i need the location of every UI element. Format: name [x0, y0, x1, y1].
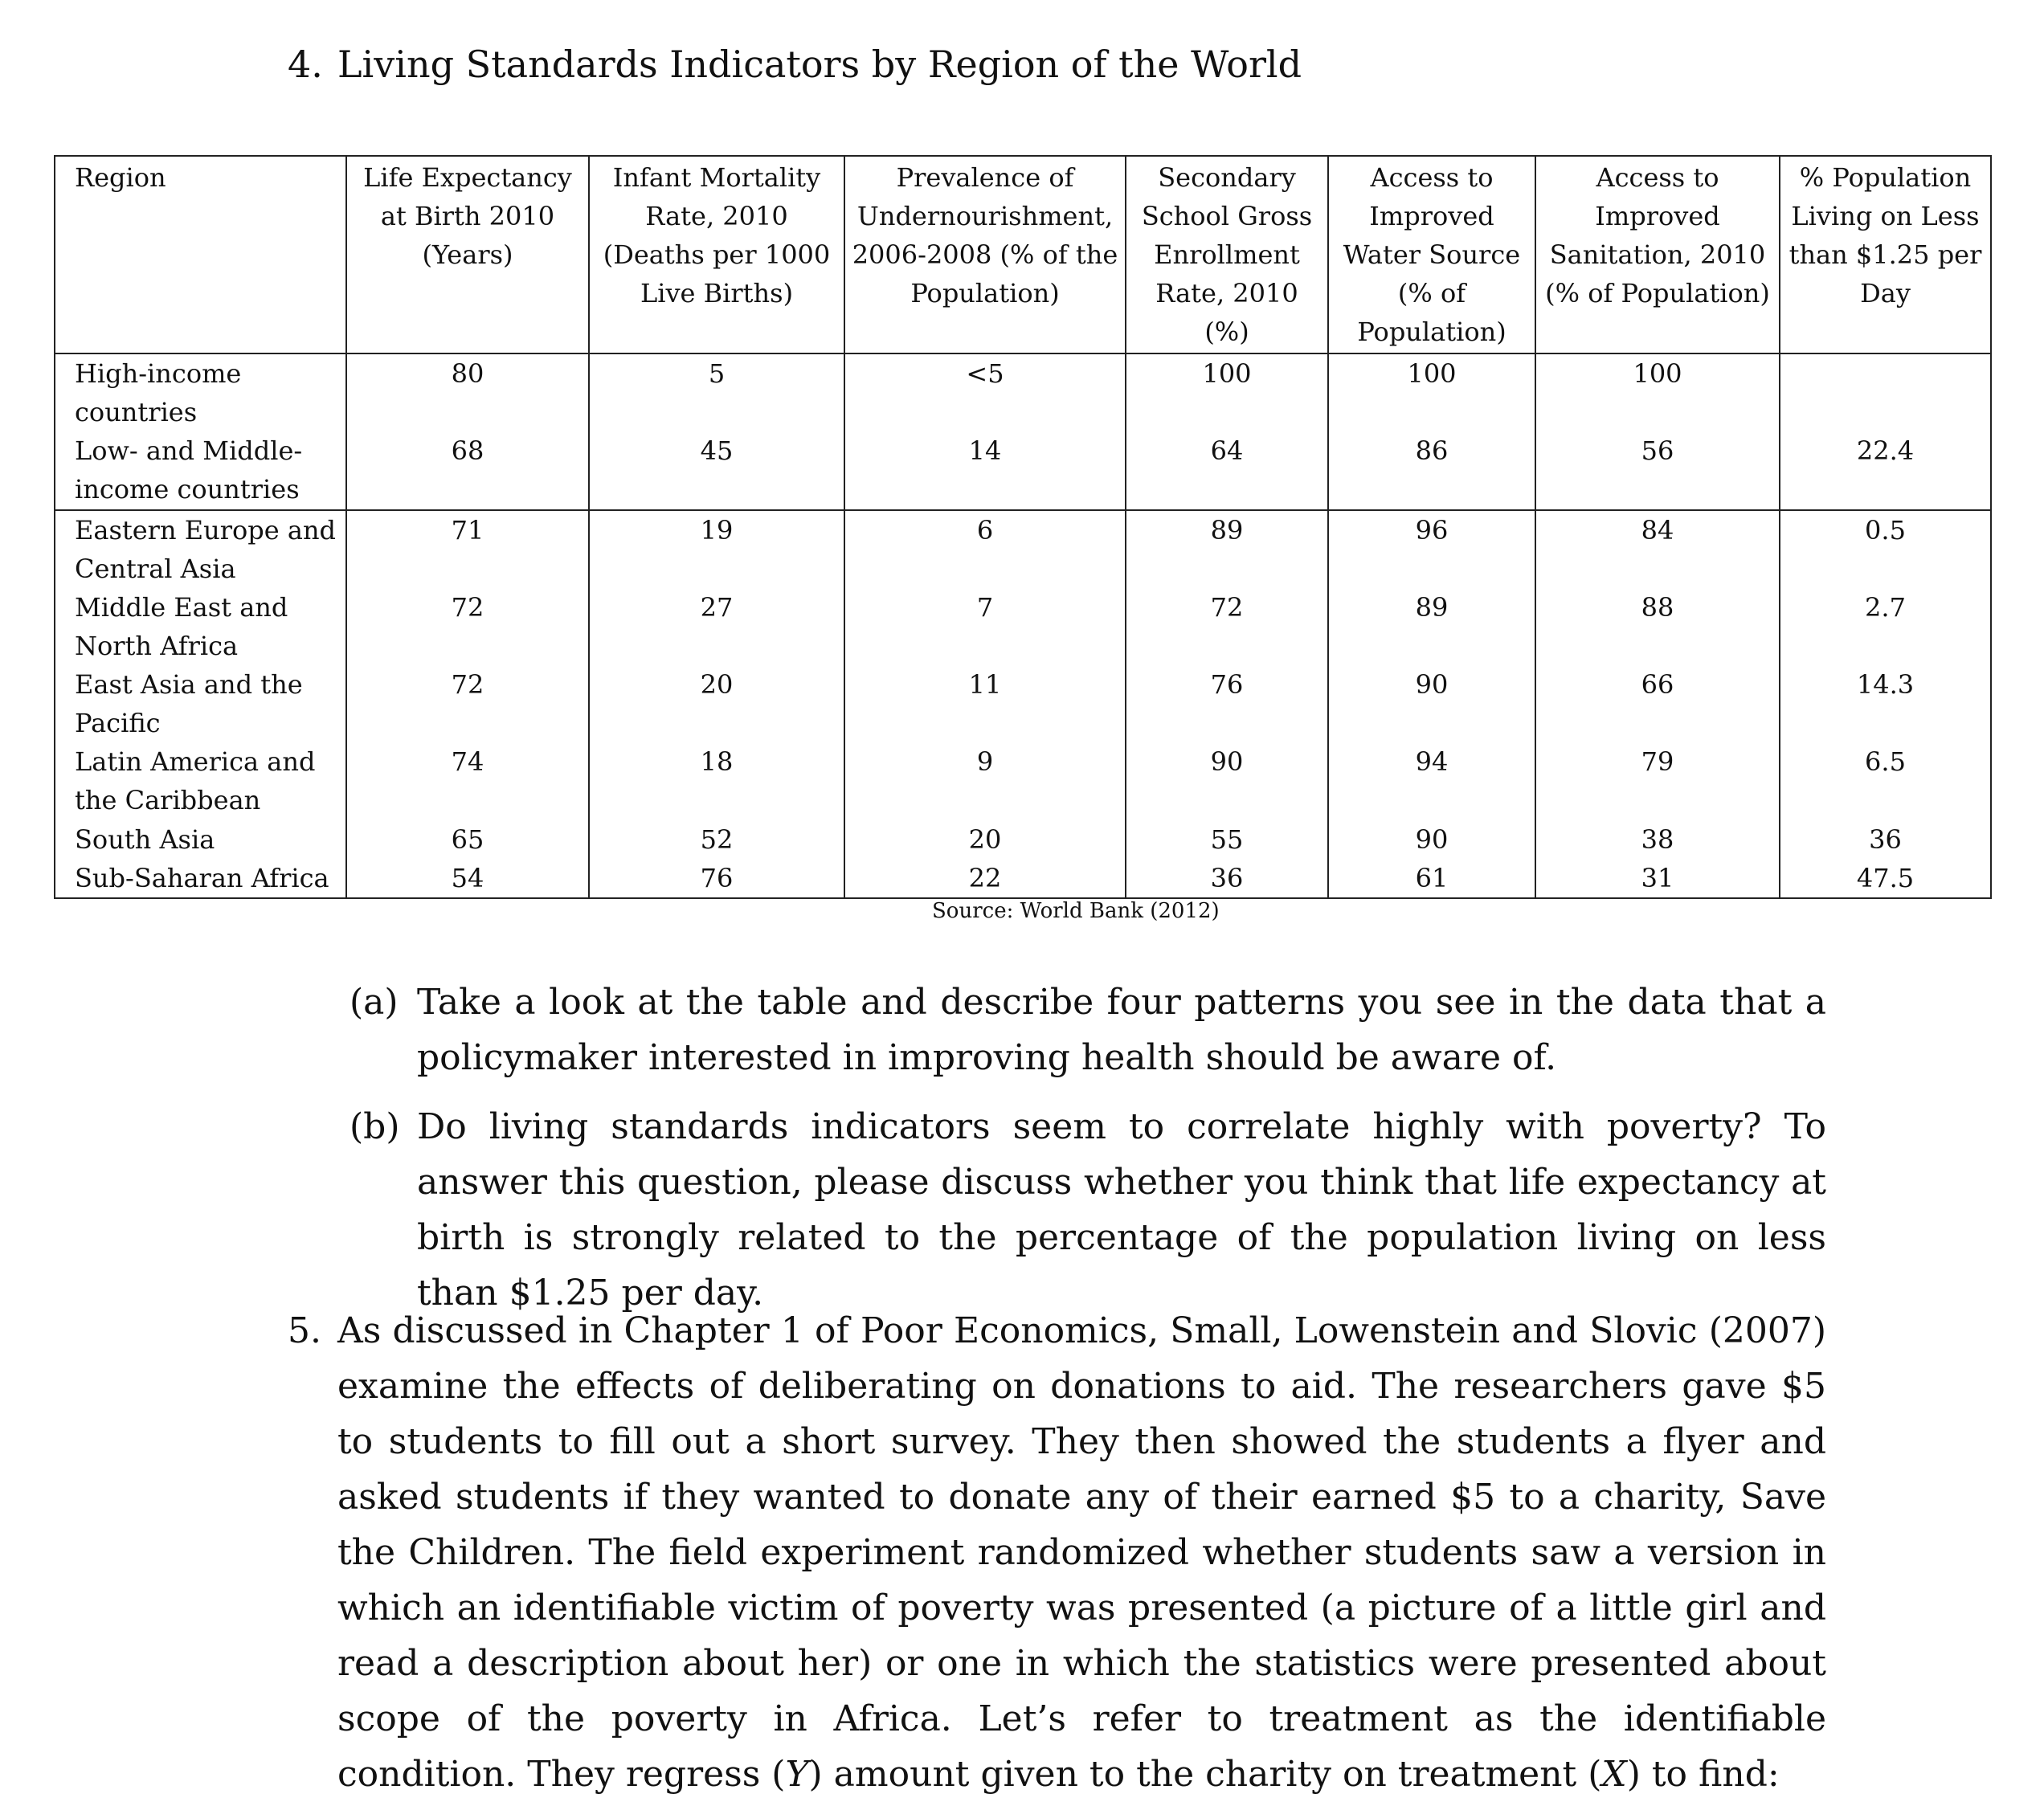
- value-cell: 90: [1328, 665, 1535, 742]
- value-cell: [1780, 353, 1991, 431]
- value-cell: 72: [346, 588, 589, 665]
- value-cell: 19: [589, 510, 844, 588]
- value-cell: 100: [1535, 353, 1780, 431]
- value-cell: 0.5: [1780, 510, 1991, 588]
- region-cell: Eastern Europe and Central Asia: [55, 510, 346, 588]
- value-cell: 72: [346, 665, 589, 742]
- header-life-expectancy: Life Expectancy at Birth 2010 (Years): [346, 156, 589, 353]
- value-cell: 74: [346, 742, 589, 819]
- question-title: Living Standards Indicators by Region of the World: [337, 43, 1302, 86]
- value-cell: 76: [1126, 665, 1328, 742]
- question-5: [288, 1303, 1826, 1802]
- region-cell: Sub-Saharan Africa: [55, 859, 346, 898]
- part-b-text: Do living standards indicators seem to correlate highly with poverty? To answer this question, please discuss whether you think that life expectancy at birth is strongly related to the percentage of the population living on less than $1.25 per day.: [417, 1106, 1826, 1314]
- value-cell: 96: [1328, 510, 1535, 588]
- value-cell: 14: [844, 431, 1126, 509]
- value-cell: 5: [589, 353, 844, 431]
- region-cell: South Asia: [55, 820, 346, 859]
- region-cell: Low- and Middle-income countries: [55, 431, 346, 509]
- question-5-text-part-2: ) amount given to the charity on treatment (: [808, 1754, 1602, 1795]
- variable-x: X: [1601, 1754, 1627, 1795]
- value-cell: 22: [844, 859, 1126, 898]
- region-cell: East Asia and the Pacific: [55, 665, 346, 742]
- value-cell: 64: [1126, 431, 1328, 509]
- part-b-label: (b): [350, 1106, 400, 1147]
- value-cell: <5: [844, 353, 1126, 431]
- value-cell: 86: [1328, 431, 1535, 509]
- header-water-access: Access to Improved Water Source (% of Population): [1328, 156, 1535, 353]
- value-cell: 76: [589, 859, 844, 898]
- header-secondary-enrollment: Secondary School Gross Enrollment Rate, 2010 (%): [1126, 156, 1328, 353]
- value-cell: 36: [1126, 859, 1328, 898]
- value-cell: 18: [589, 742, 844, 819]
- table-row: [55, 859, 1991, 898]
- question-5-number: 5.: [288, 1310, 321, 1351]
- value-cell: 61: [1328, 859, 1535, 898]
- table-row: [55, 665, 1991, 742]
- value-cell: 88: [1535, 588, 1780, 665]
- table-row: [55, 820, 1991, 859]
- value-cell: 84: [1535, 510, 1780, 588]
- value-cell: 71: [346, 510, 589, 588]
- value-cell: 66: [1535, 665, 1780, 742]
- question-5-text-part-3: ) to find:: [1626, 1754, 1780, 1795]
- table-row: [55, 742, 1991, 819]
- value-cell: 65: [346, 820, 589, 859]
- value-cell: 55: [1126, 820, 1328, 859]
- question-4-heading: [288, 39, 1302, 90]
- value-cell: 9: [844, 742, 1126, 819]
- question-number: 4.: [288, 43, 323, 86]
- table-row: [55, 431, 1991, 509]
- value-cell: 80: [346, 353, 589, 431]
- value-cell: 90: [1328, 820, 1535, 859]
- value-cell: 56: [1535, 431, 1780, 509]
- value-cell: 2.7: [1780, 588, 1991, 665]
- region-cell: Latin America and the Caribbean: [55, 742, 346, 819]
- value-cell: 31: [1535, 859, 1780, 898]
- value-cell: 38: [1535, 820, 1780, 859]
- value-cell: 47.5: [1780, 859, 1991, 898]
- part-a: [350, 975, 1826, 1085]
- table-row: [55, 510, 1991, 588]
- table-source-note: Source: World Bank (2012): [932, 899, 1220, 923]
- part-b: [350, 1099, 1826, 1321]
- table-row: [55, 353, 1991, 431]
- value-cell: 54: [346, 859, 589, 898]
- value-cell: 6.5: [1780, 742, 1991, 819]
- value-cell: 20: [589, 665, 844, 742]
- header-sanitation-access: Access to Improved Sanitation, 2010 (% of Population): [1535, 156, 1780, 353]
- value-cell: 89: [1328, 588, 1535, 665]
- header-undernourishment: Prevalence of Undernourishment, 2006-2008 (% of the Population): [844, 156, 1126, 353]
- question-5-text: [337, 1303, 1826, 1802]
- question-5-text-part-1: As discussed in Chapter 1 of Poor Economics, Small, Lowenstein and Slovic (2007) examine the effects of deliberating on donations to aid. The researchers gave $5 to students to fill out a short survey. They then showed the students a flyer and asked students if they wanted to donate any of their earned $5 to a charity, Save the Children. The field experiment randomized whether students saw a version in which an identifiable victim of poverty was presented (a picture of a little girl and read a description about her) or one in which the statistics were presented about scope of the poverty in Africa. Let’s refer to treatment as the identifiable condition. They regress (: [337, 1310, 1826, 1795]
- header-region: Region: [55, 156, 346, 353]
- value-cell: 79: [1535, 742, 1780, 819]
- value-cell: 14.3: [1780, 665, 1991, 742]
- part-a-text: Take a look at the table and describe four patterns you see in the data that a policymaker interested in improving health should be aware of.: [417, 982, 1826, 1078]
- header-poverty-rate: % Population Living on Less than $1.25 per Day: [1780, 156, 1991, 353]
- value-cell: 22.4: [1780, 431, 1991, 509]
- table-header-row: [55, 156, 1991, 353]
- value-cell: 68: [346, 431, 589, 509]
- value-cell: 11: [844, 665, 1126, 742]
- value-cell: 94: [1328, 742, 1535, 819]
- table-row: [55, 588, 1991, 665]
- value-cell: 90: [1126, 742, 1328, 819]
- header-infant-mortality: Infant Mortality Rate, 2010 (Deaths per 1000 Live Births): [589, 156, 844, 353]
- value-cell: 100: [1328, 353, 1535, 431]
- value-cell: 6: [844, 510, 1126, 588]
- value-cell: 45: [589, 431, 844, 509]
- region-cell: High-income countries: [55, 353, 346, 431]
- variable-y: Y: [785, 1754, 809, 1795]
- value-cell: 100: [1126, 353, 1328, 431]
- value-cell: 20: [844, 820, 1126, 859]
- value-cell: 27: [589, 588, 844, 665]
- living-standards-table: [54, 155, 1992, 899]
- region-cell: Middle East and North Africa: [55, 588, 346, 665]
- value-cell: 72: [1126, 588, 1328, 665]
- part-a-label: (a): [350, 982, 399, 1023]
- value-cell: 52: [589, 820, 844, 859]
- value-cell: 36: [1780, 820, 1991, 859]
- value-cell: 89: [1126, 510, 1328, 588]
- value-cell: 7: [844, 588, 1126, 665]
